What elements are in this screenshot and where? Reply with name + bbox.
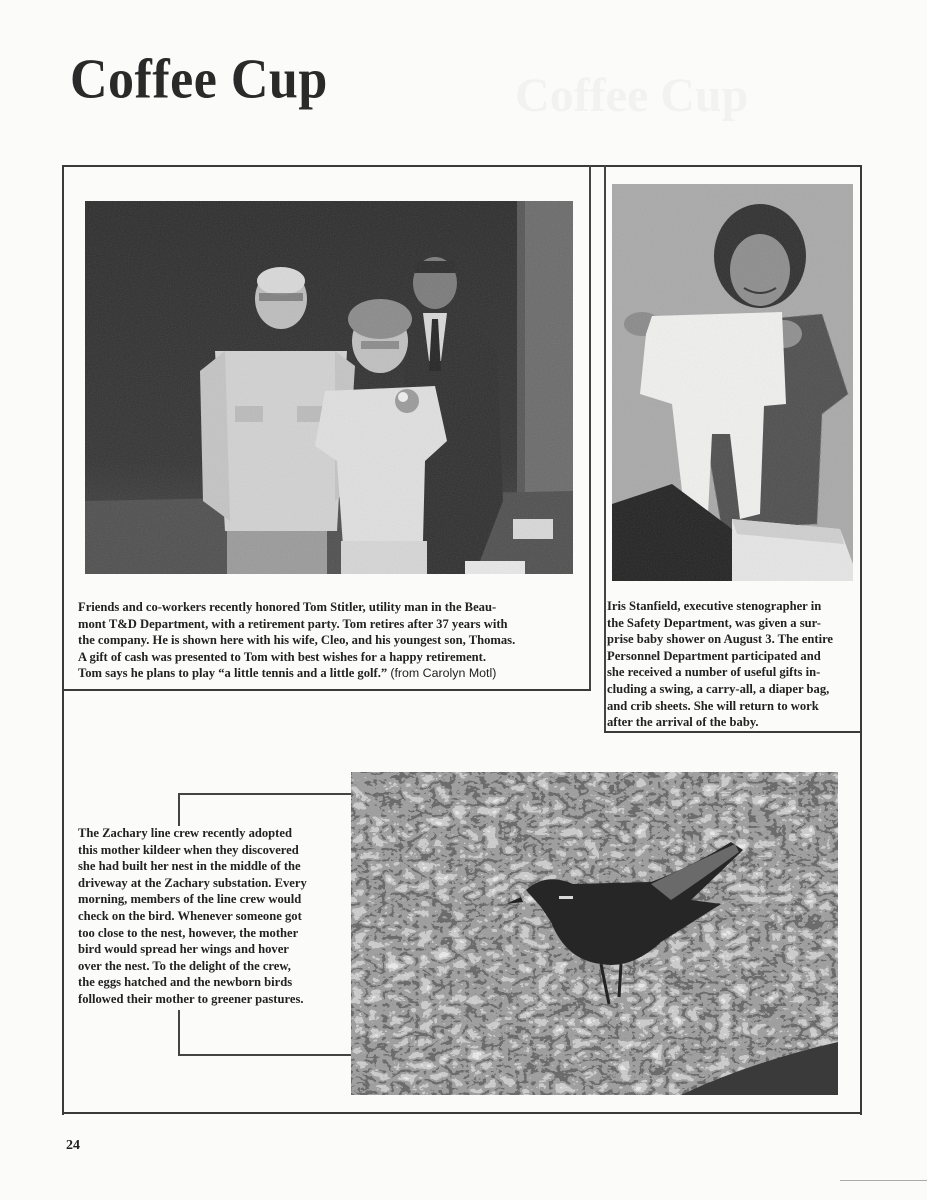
caption-line: after the arrival of the baby.	[607, 715, 759, 730]
caption-text: Tom says he plans to play “a little tennis and a little golf.”	[78, 666, 388, 681]
left-box-bottom-rule	[62, 689, 591, 691]
bleed-through-title: Coffee Cup	[515, 69, 749, 122]
caption-line: she had built her nest in the middle of the	[78, 859, 301, 874]
caption-line: mont T&D Department, with a retirement party. Tom retires after 37 years with	[78, 616, 508, 631]
stray-rule	[840, 1180, 927, 1181]
caption-line: Friends and co-workers recently honored Tom Stitler, utility man in the Beau-	[78, 600, 497, 614]
bracket-top-rule	[178, 793, 352, 795]
caption-line: The Zachary line crew recently adopted	[78, 826, 292, 840]
caption-line: too close to the nest, however, the mother	[78, 925, 299, 940]
caption-line: prise baby shower on August 3. The entire	[607, 632, 834, 647]
baby-shower-caption	[607, 598, 860, 731]
kildeer-caption	[78, 825, 348, 1008]
caption-line: the eggs hatched and the newborn birds	[78, 975, 293, 990]
frame-left-rule	[62, 165, 64, 1115]
caption-line: followed their mother to greener pastures.	[78, 991, 304, 1006]
page-title: Coffee Cup	[70, 48, 328, 111]
caption-line: and crib sheets. She will return to work	[607, 698, 819, 713]
caption-line: Personnel Department participated and	[607, 648, 821, 663]
frame-top-rule	[62, 165, 862, 167]
caption-line: check on the bird. Whenever someone got	[78, 908, 302, 923]
caption-line: morning, members of the line crew would	[78, 892, 302, 907]
caption-line: this mother kildeer when they discovered	[78, 842, 299, 857]
frame-bottom-rule	[62, 1112, 862, 1114]
caption-line: over the nest. To the delight of the crew,	[78, 958, 291, 973]
right-box-left-rule	[604, 165, 606, 733]
photo-credit: (from Carolyn Motl)	[390, 666, 497, 681]
caption-line	[78, 665, 588, 682]
bracket-top-tick	[178, 793, 180, 826]
caption-line: cluding a swing, a carry-all, a diaper bag,	[607, 681, 830, 696]
kildeer-photo	[351, 772, 838, 1095]
baby-shower-photo	[612, 184, 853, 581]
caption-line: bird would spread her wings and hover	[78, 942, 289, 957]
caption-line: Iris Stanfield, executive stenographer in	[607, 599, 822, 613]
bracket-bottom-tick	[178, 1010, 180, 1055]
caption-line: the company. He is shown here with his wife, Cleo, and his youngest son, Thomas.	[78, 633, 516, 648]
retirement-caption	[78, 599, 588, 682]
right-box-bottom-rule	[604, 731, 862, 733]
caption-line: the Safety Department, was given a sur-	[607, 615, 821, 630]
frame-right-rule	[860, 165, 862, 1115]
caption-line: A gift of cash was presented to Tom with best wishes for a happy retirement.	[78, 649, 487, 664]
retirement-photo	[85, 201, 573, 574]
left-box-right-rule	[589, 165, 591, 690]
caption-line: she received a number of useful gifts in-	[607, 665, 821, 680]
bracket-bottom-rule	[178, 1054, 352, 1056]
caption-line: driveway at the Zachary substation. Every	[78, 875, 307, 890]
page-number: 24	[66, 1138, 80, 1153]
